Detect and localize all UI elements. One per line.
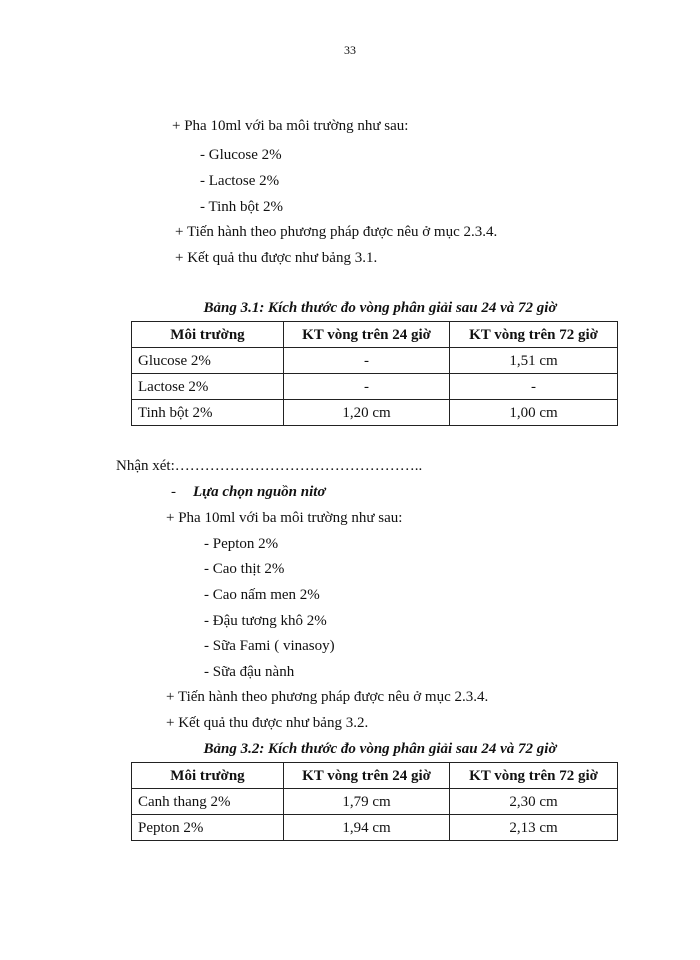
table-cell: -: [284, 374, 450, 400]
table1-caption: Bảng 3.1: Kích thước đo vòng phân giải sau 24 và 72 giờ: [203, 300, 557, 316]
section1-result: + Kết quả thu được như bảng 3.1.: [175, 250, 378, 266]
section2-intro: + Pha 10ml với ba môi trường như sau:: [166, 510, 403, 526]
list-item: - Cao thịt 2%: [204, 561, 285, 577]
section2-step: + Tiến hành theo phương pháp được nêu ở mục 2.3.4.: [166, 689, 489, 705]
column-header: KT vòng trên 24 giờ: [284, 763, 450, 789]
table-cell: Pepton 2%: [132, 815, 284, 841]
column-header: KT vòng trên 72 giờ: [450, 322, 618, 348]
table-cell: 1,00 cm: [450, 400, 618, 426]
table-cell: 2,30 cm: [450, 789, 618, 815]
table-row: [132, 815, 618, 841]
section1-intro: + Pha 10ml với ba môi trường như sau:: [172, 118, 409, 134]
remark: Nhận xét:…………………………………………..: [116, 458, 423, 474]
list-item: - Sữa đậu nành: [204, 664, 295, 680]
table2: [131, 762, 618, 841]
table2-caption: Bảng 3.2: Kích thước đo vòng phân giải sau 24 và 72 giờ: [203, 741, 557, 757]
table-cell: 1,94 cm: [284, 815, 450, 841]
section2-result: + Kết quả thu được như bảng 3.2.: [166, 715, 369, 731]
list-item: - Đậu tương khô 2%: [204, 613, 327, 629]
table-cell: Canh thang 2%: [132, 789, 284, 815]
section2-heading: Lựa chọn nguồn nitơ: [193, 484, 326, 500]
table-cell: 2,13 cm: [450, 815, 618, 841]
table-cell: 1,79 cm: [284, 789, 450, 815]
table-row: [132, 374, 618, 400]
table-cell: -: [284, 348, 450, 374]
list-item: - Pepton 2%: [204, 536, 279, 552]
column-header: KT vòng trên 24 giờ: [284, 322, 450, 348]
section1-step: + Tiến hành theo phương pháp được nêu ở mục 2.3.4.: [175, 224, 498, 240]
table-header-row: [132, 322, 618, 348]
table-cell: Lactose 2%: [132, 374, 284, 400]
table-cell: 1,20 cm: [284, 400, 450, 426]
list-item: - Sữa Fami ( vinasoy): [204, 638, 335, 654]
section2-heading-dash: -: [171, 484, 176, 500]
table-cell: -: [450, 374, 618, 400]
page-number: 33: [344, 43, 356, 57]
table1: [131, 321, 618, 426]
table-cell: Glucose 2%: [132, 348, 284, 374]
table-header-row: [132, 763, 618, 789]
column-header: Môi trường: [132, 322, 284, 348]
table-cell: Tinh bột 2%: [132, 400, 284, 426]
table-row: [132, 400, 618, 426]
list-item: - Tinh bột 2%: [200, 199, 283, 215]
column-header: KT vòng trên 72 giờ: [450, 763, 618, 789]
list-item: - Glucose 2%: [200, 147, 282, 163]
column-header: Môi trường: [132, 763, 284, 789]
table-row: [132, 348, 618, 374]
list-item: - Lactose 2%: [200, 173, 280, 189]
list-item: - Cao nấm men 2%: [204, 587, 320, 603]
table-cell: 1,51 cm: [450, 348, 618, 374]
table-row: [132, 789, 618, 815]
